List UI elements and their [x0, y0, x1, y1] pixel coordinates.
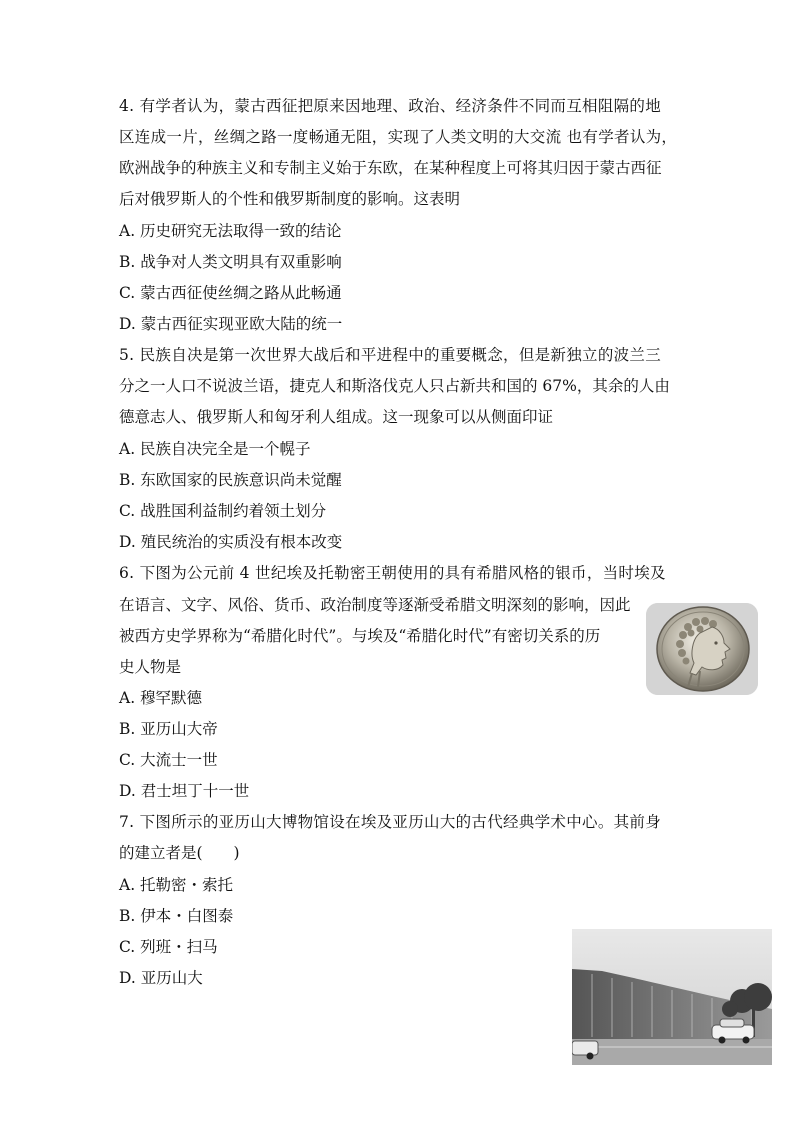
question-5-stem-line: 分之一人口不说波兰语，捷克人和斯洛伐克人只占新共和国的 67%，其余的人由 — [119, 377, 670, 395]
question-6-option-a[interactable]: A. 穆罕默德 — [119, 689, 203, 707]
question-4-stem-line: 区连成一片，丝绸之路一度畅通无阻，实现了人类文明的大交流 也有学者认为， — [119, 128, 678, 146]
question-5-option-a[interactable]: A. 民族自决完全是一个幌子 — [119, 440, 311, 458]
question-4-stem-line: 后对俄罗斯人的个性和俄罗斯制度的影响。这表明 — [119, 190, 461, 208]
question-7-stem-line: 7. 下图所示的亚历山大博物馆设在埃及亚历山大的古代经典学术中心。其前身 — [119, 813, 662, 831]
ptolemaic-silver-coin-image — [646, 603, 758, 695]
question-4-option-a[interactable]: A. 历史研究无法取得一致的结论 — [119, 222, 342, 240]
question-4-stem-line: 欧洲战争的种族主义和专制主义始于东欧，在某种程度上可将其归因于蒙古西征 — [119, 159, 662, 177]
question-6-option-d[interactable]: D. 君士坦丁十一世 — [119, 782, 250, 800]
question-5-option-d[interactable]: D. 殖民统治的实质没有根本改变 — [119, 533, 343, 551]
question-4-stem-line: 4. 有学者认为，蒙古西征把原来因地理、政治、经济条件不同而互相阻隔的地 — [119, 97, 662, 115]
question-7-stem-line: 的建立者是( ) — [119, 844, 240, 862]
question-4-option-c[interactable]: C. 蒙古西征使丝绸之路从此畅通 — [119, 284, 342, 302]
question-5-option-c[interactable]: C. 战胜国利益制约着领土划分 — [119, 502, 327, 520]
question-6-stem-line: 史人物是 — [119, 658, 182, 676]
alexandria-library-photo — [572, 929, 772, 1065]
question-5-stem-line: 5. 民族自决是第一次世界大战后和平进程中的重要概念，但是新独立的波兰三 — [119, 346, 662, 364]
question-6-stem-line: 在语言、文字、风俗、货币、政治制度等逐渐受希腊文明深刻的影响，因此 — [119, 596, 631, 614]
question-7-option-a[interactable]: A. 托勒密・索托 — [119, 876, 234, 894]
question-4-option-d[interactable]: D. 蒙古西征实现亚欧大陆的统一 — [119, 315, 343, 333]
question-6-stem-line: 被西方史学界称为“希腊化时代”。与埃及“希腊化时代”有密切关系的历 — [119, 627, 601, 645]
question-5-option-b[interactable]: B. 东欧国家的民族意识尚未觉醒 — [119, 471, 342, 489]
question-7-option-b[interactable]: B. 伊本・白图泰 — [119, 907, 234, 925]
question-6-option-b[interactable]: B. 亚历山大帝 — [119, 720, 218, 738]
question-7-option-c[interactable]: C. 列班・扫马 — [119, 938, 218, 956]
question-6-stem-line: 6. 下图为公元前 4 世纪埃及托勒密王朝使用的具有希腊风格的银币，当时埃及 — [119, 564, 666, 582]
question-5-stem-line: 德意志人、俄罗斯人和匈牙利人组成。这一现象可以从侧面印证 — [119, 408, 554, 426]
question-6-option-c[interactable]: C. 大流士一世 — [119, 751, 218, 769]
question-7-option-d[interactable]: D. 亚历山大 — [119, 969, 203, 987]
question-4-option-b[interactable]: B. 战争对人类文明具有双重影响 — [119, 253, 342, 271]
